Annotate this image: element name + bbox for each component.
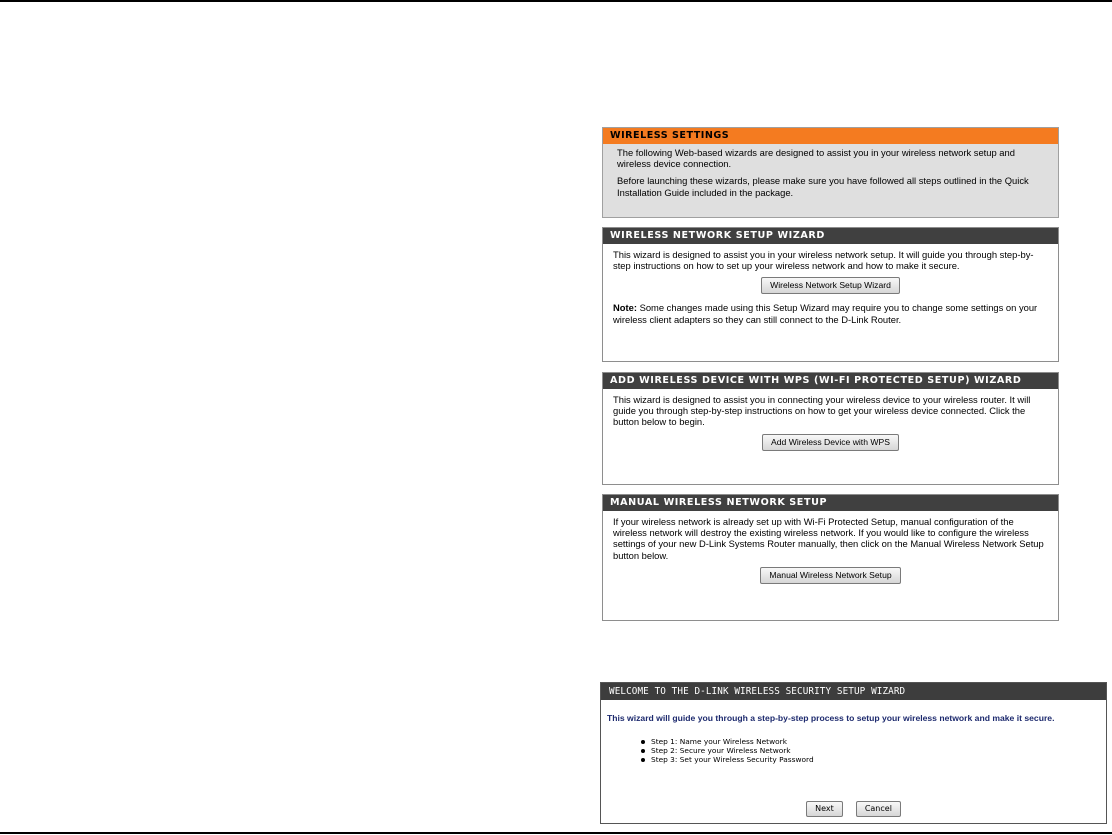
security-wizard-panel xyxy=(600,682,1107,824)
next-button[interactable]: Next xyxy=(806,801,843,817)
wps-wizard-text: This wizard is designed to assist you in connecting your wireless device to your wireless router. It will guide you through step-by-step instructions on how to get your wireless device connected. Click the button below to begin. xyxy=(613,394,1031,428)
security-wizard-intro: This wizard will guide you through a step-by-step process to setup your wireless network and make it secure. xyxy=(607,713,1055,723)
wireless-settings-note: Before launching these wizards, please make sure you have followed all steps outlined in the Quick Installation Guide included in the package. xyxy=(617,175,1029,198)
setup-wizard-title: WIRELESS NETWORK SETUP WIZARD xyxy=(603,228,1058,244)
security-wizard-buttons xyxy=(601,796,1106,817)
add-wireless-device-wps-button[interactable]: Add Wireless Device with WPS xyxy=(762,434,899,451)
manual-setup-text: If your wireless network is already set up with Wi-Fi Protected Setup, manual configuration of the wireless network will destroy the existing wireless network. If you would like to configure the wireless settings of your new D-Link Systems Router manually, then click on the Manual Wireless Network Setup button below. xyxy=(613,516,1044,561)
list-item: Step 3: Set your Wireless Security Password xyxy=(641,755,1106,764)
list-item: Step 2: Secure your Wireless Network xyxy=(641,746,1106,755)
note-text: Some changes made using this Setup Wizard may require you to change some settings on your wireless client adapters so they can still connect to the D-Link Router. xyxy=(613,302,1038,325)
setup-wizard-text: This wizard is designed to assist you in your wireless network setup. It will guide you through step-by-step instructions on how to set up your wireless network and how to make it secure. xyxy=(613,249,1034,272)
setup-wizard-panel xyxy=(602,227,1059,362)
top-rule xyxy=(0,0,1112,2)
list-item: Step 1: Name your Wireless Network xyxy=(641,737,1106,746)
note-label: Note: xyxy=(613,302,637,314)
cancel-button[interactable]: Cancel xyxy=(856,801,901,817)
wireless-settings-title: WIRELESS SETTINGS xyxy=(603,128,1058,144)
setup-wizard-note xyxy=(613,302,1048,324)
manual-wireless-network-setup-button[interactable]: Manual Wireless Network Setup xyxy=(760,567,900,584)
manual-setup-title: MANUAL WIRELESS NETWORK SETUP xyxy=(603,495,1058,511)
wireless-settings-intro: The following Web-based wizards are designed to assist you in your wireless network setup and wireless device connection. xyxy=(617,147,1015,170)
wireless-settings-panel xyxy=(602,127,1059,218)
bottom-rule xyxy=(0,832,1112,834)
manual-setup-panel xyxy=(602,494,1059,621)
wps-wizard-title: ADD WIRELESS DEVICE WITH WPS (WI-FI PROTECTED SETUP) WIZARD xyxy=(603,373,1058,389)
security-wizard-steps xyxy=(641,737,1106,764)
security-wizard-title: WELCOME TO THE D-LINK WIRELESS SECURITY SETUP WIZARD xyxy=(601,683,1106,700)
wps-wizard-panel xyxy=(602,372,1059,485)
wireless-network-setup-wizard-button[interactable]: Wireless Network Setup Wizard xyxy=(761,277,900,294)
